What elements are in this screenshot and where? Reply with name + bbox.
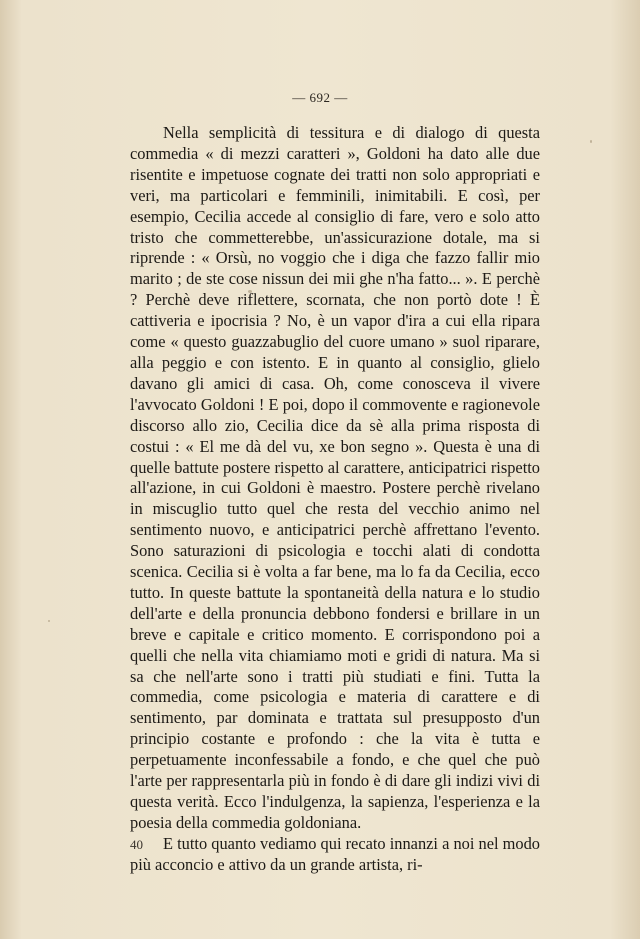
paragraph-2: E tutto quanto vediamo qui recato innanzi a noi nel modo più acconcio e attivo da un grande artista, ri- [130, 833, 540, 874]
paper-speck [48, 620, 50, 622]
signature-mark: 40 [130, 837, 143, 852]
paragraph-1: Nella semplicità di tessitura e di dialogo di questa commedia « di mezzi caratteri », Goldoni ha dato alle due risentite e impetuose cognate dei tratti non solo appropriati e veri, ma particolari e femminili, inimitabili. E così, per esempio, Cecilia accede al consiglio di fare, vero e solo atto tristo che commetterebbe, un'assicurazione dotale, ma si riprende : « Orsù, no voggio che i diga che fazzo fallir mio marito ; de ste cose nissun dei mii ghe n'ha fatto... ». E perchè ? Perchè deve riflettere, scornata, che non portò dote ! È cattiveria e ipocrisia ? No, è un vapor d'ira a cui ella ripara come « questo guazzabuglio del cuore umano » suol riparare, alla peggio e con istento. E in quanto al consiglio, glielo davano gli amici di casa. Oh, come conosceva il vivere l'avvocato Goldoni ! E poi, dopo il commovente e ragionevole discorso allo zio, Cecilia dice da sè alla prima risposta di costui : « El me dà del vu, xe bon segno ». Questa è una di quelle battute postere rispetto al carattere, anticipatrici rispetto all'azione, in cui Goldoni è maestro. Postere perchè rivelano in miscuglio tutto quel che resta del vecchio animo nel sentimento nuovo, e anticipatrici perchè affrettano l'evento. Sono saturazioni di psicologia e tocchi alati di condotta scenica. Cecilia si è volta a far bene, ma lo fa da Cecilia, ecco tutto. In queste battute la spontaneità della natura e lo studio dell'arte e della pronuncia debbono fondersi e brillare in un breve e capitale e critico momento. E corrispondono poi a quelli che nella vita chiamiamo moti e gridi di natura. Ma si sa che nell'arte sono i tratti più studiati e fini. Tutta la commedia, come psicologia e materia di carattere e di sentimento, par dominata e trattata sul presupposto d'un principio costante e profondo : che la vita è tutta e perpetuamente inconfessabile a fondo, e che quel che può l'arte per rappresentarla più in fondo è di dare gli indizi vivi di questa verità. Ecco l'indulgenza, la sapienza, l'esperienza e la poesia della commedia goldoniana. [130, 123, 540, 832]
page-number: — 692 — [292, 90, 348, 105]
body-text [130, 123, 540, 876]
paper-speck [590, 140, 592, 143]
paper-speck [248, 290, 252, 293]
